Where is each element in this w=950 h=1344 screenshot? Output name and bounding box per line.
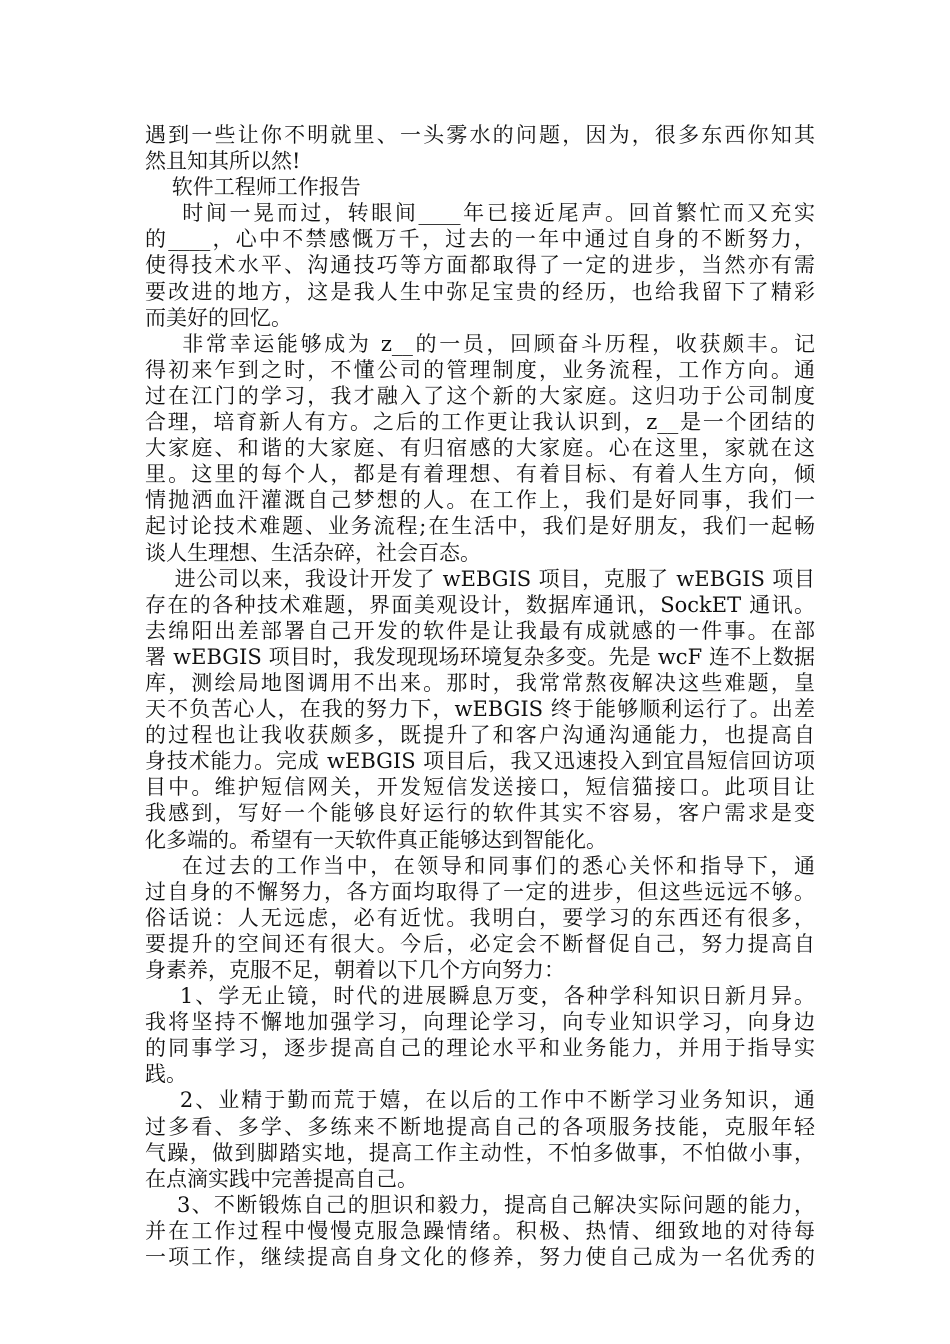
text-line: 存在的各种技术难题，界面美观设计，数据库通讯，SockET 通讯。 <box>145 592 815 617</box>
text-line: 俗话说：人无远虑，必有近忧。我明白，要学习的东西还有很多， <box>145 905 815 930</box>
text-line: 遇到一些让你不明就里、一头雾水的问题，因为，很多东西你知其 <box>145 123 815 147</box>
text-line: 合理，培育新人有方。之后的工作更让我认识到，z__是一个团结的 <box>145 410 815 435</box>
text-line: 践。 <box>145 1062 187 1087</box>
text-line: 起讨论技术难题、业务流程;在生活中，我们是好朋友，我们一起畅 <box>145 514 815 539</box>
text-line: 过在江门的学习，我才融入了这个新的大家庭。这归功于公司制度 <box>145 383 815 408</box>
text-line: 要改进的地方，这是我人生中弥足宝贵的经历，也给我留下了精彩 <box>145 279 815 304</box>
text-line: 1、学无止镜，时代的进展瞬息万变，各种学科知识日新月异。 <box>145 984 815 1009</box>
text-line: 然且知其所以然! <box>145 149 301 174</box>
text-line: 我感到，写好一个能够良好运行的软件其实不容易，客户需求是变 <box>145 801 815 826</box>
text-line: 3、不断锻炼自己的胆识和毅力，提高自己解决实际问题的能力， <box>145 1192 815 1217</box>
text-line: 天不负苦心人，在我的努力下，wEBGIS 终于能够顺利运行了。出差 <box>145 697 815 722</box>
text-line: 气躁，做到脚踏实地，提高工作主动性，不怕多做事，不怕做小事， <box>145 1140 815 1165</box>
text-line: 过自身的不懈努力，各方面均取得了一定的进步，但这些远远不够。 <box>145 879 815 904</box>
text-line: 时间一晃而过，转眼间____年已接近尾声。回首繁忙而又充实 <box>145 201 815 226</box>
text-line: 身技术能力。完成 wEBGIS 项目后，我又迅速投入到宜昌短信回访项 <box>145 749 815 774</box>
text-line: 使得技术水平、沟通技巧等方面都取得了一定的进步，当然亦有需 <box>145 253 815 278</box>
text-line: 得初来乍到之时，不懂公司的管理制度，业务流程，工作方向。通 <box>145 357 815 382</box>
text-line: 非常幸运能够成为 z__的一员，回顾奋斗历程，收获颇丰。记 <box>145 331 815 356</box>
text-line: 2、业精于勤而荒于嬉，在以后的工作中不断学习业务知识，通 <box>145 1088 815 1113</box>
text-line: 的过程也让我收获颇多，既提升了和客户沟通沟通能力，也提高自 <box>145 723 815 748</box>
text-line: 软件工程师工作报告 <box>145 175 361 200</box>
text-line: 要提升的空间还有很大。今后，必定会不断督促自己，努力提高自 <box>145 931 815 956</box>
text-line: 的同事学习，逐步提高自己的理论水平和业务能力，并用于指导实 <box>145 1036 815 1061</box>
text-line: 情抛洒血汗灌溉自己梦想的人。在工作上，我们是好同事，我们一 <box>145 488 815 513</box>
text-line: 而美好的回忆。 <box>145 305 292 330</box>
text-line: 化多端的。希望有一天软件真正能够达到智能化。 <box>145 827 607 852</box>
text-line: 进公司以来，我设计开发了 wEBGIS 项目，克服了 wEBGIS 项目 <box>145 566 815 591</box>
text-line: 我将坚持不懈地加强学习，向理论学习，向专业知识学习，向身边 <box>145 1010 815 1035</box>
text-line: 谈人生理想、生活杂碎，社会百态。 <box>145 540 481 565</box>
text-line: 的____，心中不禁感慨万千，过去的一年中通过自身的不断努力， <box>145 227 815 252</box>
text-line: 并在工作过程中慢慢克服急躁情绪。积极、热情、细致地的对待每 <box>145 1218 815 1243</box>
text-line: 署 wEBGIS 项目时，我发现现场环境复杂多变。先是 wcF 连不上数据 <box>145 644 815 669</box>
text-line: 在过去的工作当中，在领导和同事们的悉心关怀和指导下，通 <box>145 853 815 878</box>
text-line: 在点滴实践中完善提高自己。 <box>145 1166 418 1191</box>
text-line: 过多看、多学、多练来不断地提高自己的各项服务技能，克服年轻 <box>145 1114 815 1139</box>
text-line: 大家庭、和谐的大家庭、有归宿感的大家庭。心在这里，家就在这 <box>145 436 815 461</box>
text-line: 库，测绘局地图调用不出来。那时，我常常熬夜解决这些难题，皇 <box>145 670 815 695</box>
document-body <box>145 122 815 1270</box>
text-line: 目中。维护短信网关，开发短信发送接口，短信猫接口。此项目让 <box>145 775 815 800</box>
text-line: 身素养，克服不足，朝着以下几个方向努力： <box>145 958 565 982</box>
text-line: 一项工作，继续提高自身文化的修养，努力使自己成为一名优秀的 <box>145 1245 815 1270</box>
text-line: 里。这里的每个人，都是有着理想、有着目标、有着人生方向，倾 <box>145 462 815 487</box>
text-line: 去绵阳出差部署自己开发的软件是让我最有成就感的一件事。在部 <box>145 618 815 643</box>
